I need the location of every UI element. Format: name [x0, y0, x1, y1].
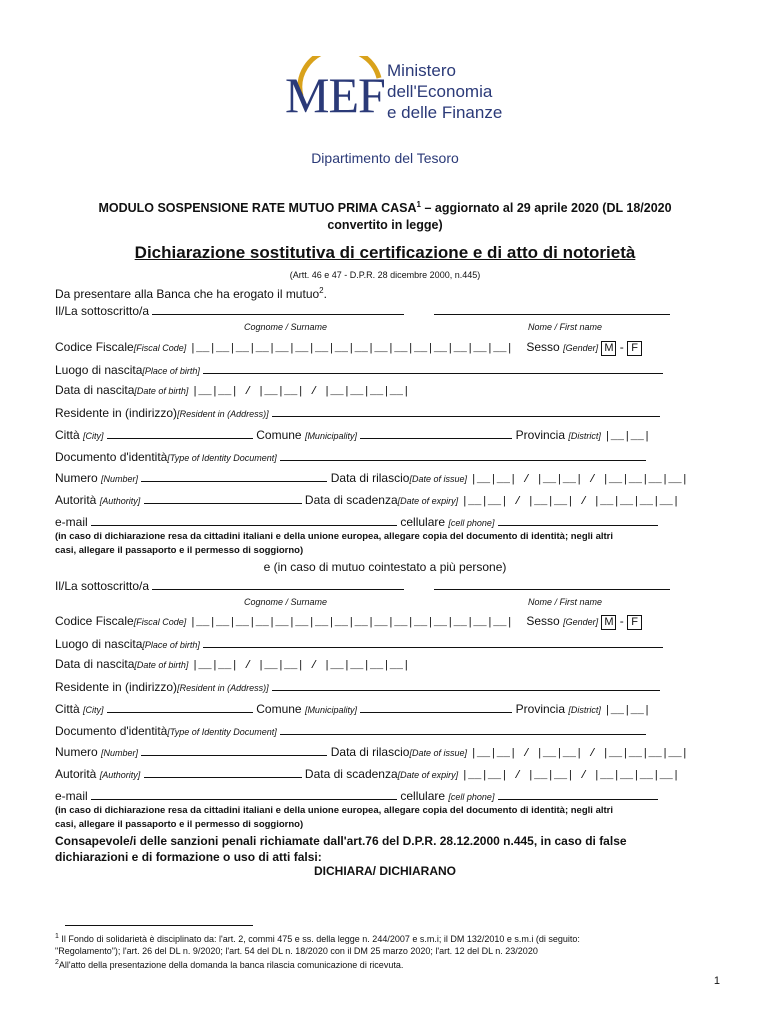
- note-line-2: casi, allegare il passaporto e il permesso di soggiorno): [55, 545, 304, 556]
- citta-label: Città: [55, 428, 80, 442]
- mef-logo: [285, 58, 525, 138]
- comune-label: Comune: [256, 702, 302, 716]
- firstname-field[interactable]: [434, 303, 670, 315]
- present-to-bank: Da presentare alla Banca che ha erogato il mutuo$^2$.: [55, 286, 327, 301]
- rilascio-en: [Date of issue]: [409, 474, 467, 484]
- luogo-en: [Place of birth]: [142, 640, 200, 650]
- email-row-2: [55, 788, 658, 803]
- rilascio-label: Data di rilascio: [330, 471, 410, 485]
- document-note-1: [55, 530, 675, 558]
- provincia-en: [District]: [568, 431, 601, 441]
- documento-en: [Type of Identity Document]: [167, 727, 277, 737]
- residente-label: Residente in (indirizzo): [55, 406, 178, 420]
- email-label: e-mail: [55, 515, 88, 529]
- firstname-field[interactable]: [434, 578, 670, 590]
- documento-field[interactable]: [280, 449, 646, 461]
- dichiara-heading: DICHIARA/ DICHIARANO: [314, 864, 456, 878]
- codice-fiscale-boxes[interactable]: |__|__|__|__|__|__|__|__|__|__|__|__|__|__|__|__|: [189, 343, 514, 355]
- citta-field[interactable]: [107, 701, 253, 713]
- surname-field[interactable]: [152, 578, 404, 590]
- present-text: Da presentare alla Banca che ha erogato il mutuo: [55, 287, 320, 301]
- title-footnote-mark: 1: [416, 200, 421, 209]
- comune-en: [Municipality]: [304, 705, 357, 715]
- title-part-1: MODULO SOSPENSIONE RATE MUTUO PRIMA CASA: [98, 201, 417, 216]
- footnote-2-text: All'atto della presentazione della domanda la banca rilascia comunicazione di ricevuta.: [58, 960, 404, 970]
- provincia-label: Provincia: [515, 428, 566, 442]
- scadenza-boxes[interactable]: |__|__| / |__|__| / |__|__|__|__|: [461, 770, 680, 782]
- cellulare-field[interactable]: [498, 788, 658, 800]
- note-line-2: casi, allegare il passaporto e il permesso di soggiorno): [55, 819, 304, 830]
- rilascio-boxes[interactable]: |__|__| / |__|__| / |__|__|__|__|: [470, 748, 689, 760]
- email-label: e-mail: [55, 789, 88, 803]
- autorita-field[interactable]: [144, 766, 302, 778]
- sesso-label: Sesso: [526, 614, 560, 628]
- citta-row-2: [55, 701, 650, 717]
- surname-caption: Cognome / Surname: [244, 597, 328, 607]
- title-line-2: convertito in legge): [327, 218, 443, 233]
- codice-fiscale-row-1: Codice Fiscale[Fiscal Code] |__|__|__|__|__|__|__|__|__|__|__|__|__|__|__|__| Sesso [Gender] M - F: [55, 340, 642, 356]
- sottoscritto-label: Il/La sottoscritto/a: [55, 304, 150, 318]
- residente-en: [Resident in (Address)]: [177, 683, 269, 693]
- rilascio-boxes[interactable]: |__|__| / |__|__| / |__|__|__|__|: [470, 474, 689, 486]
- gender-m-checkbox[interactable]: M: [601, 615, 616, 630]
- documento-label: Documento d'identità: [55, 724, 168, 738]
- consapevole-paragraph: [55, 833, 715, 865]
- luogo-field[interactable]: [203, 636, 663, 648]
- cellulare-label: cellulare: [400, 515, 446, 529]
- numero-label: Numero: [55, 745, 98, 759]
- footnote-1-line-2: "Regolamento"); l'art. 26 del DL n. 9/2020; l'art. 54 del DL n. 18/2020 con il DM 25 marzo 2020; l'art. 12 del DL n. 23/2020: [55, 946, 538, 956]
- provincia-boxes[interactable]: |__|__|: [604, 431, 651, 443]
- comune-label: Comune: [256, 428, 302, 442]
- footnote-separator: [65, 925, 253, 926]
- citta-label: Città: [55, 702, 80, 716]
- autorita-row-2: [55, 766, 679, 782]
- luogo-row-2: [55, 636, 663, 651]
- residente-row-1: [55, 405, 660, 420]
- data-nascita-label: Data di nascita: [55, 383, 135, 397]
- consapevole-line-1: Consapevole/i delle sanzioni penali richiamate dall'art.76 del D.P.R. 28.12.2000 n.445, in caso di false: [55, 834, 627, 848]
- cellulare-en: [cell phone]: [448, 518, 495, 528]
- luogo-field[interactable]: [203, 362, 663, 374]
- codice-fiscale-boxes[interactable]: |__|__|__|__|__|__|__|__|__|__|__|__|__|__|__|__|: [189, 617, 514, 629]
- email-field[interactable]: [91, 514, 397, 526]
- footnotes: [55, 931, 715, 971]
- cellulare-label: cellulare: [400, 789, 446, 803]
- data-nascita-row-1: [55, 383, 410, 398]
- luogo-label: Luogo di nascita: [55, 637, 143, 651]
- documento-field[interactable]: [280, 723, 646, 735]
- autorita-row-1: [55, 492, 679, 508]
- data-nascita-label: Data di nascita: [55, 657, 135, 671]
- comune-en: [Municipality]: [304, 431, 357, 441]
- title-part-2: – aggiornato al 29 aprile 2020 (DL 18/2020: [420, 201, 672, 216]
- numero-field[interactable]: [141, 744, 327, 756]
- cellulare-field[interactable]: [498, 514, 658, 526]
- sesso-label: Sesso: [526, 340, 560, 354]
- autorita-label: Autorità: [55, 493, 97, 507]
- autorita-label: Autorità: [55, 767, 97, 781]
- documento-label: Documento d'identità: [55, 450, 168, 464]
- sottoscritto-row-2: [55, 578, 670, 593]
- residente-field[interactable]: [272, 405, 660, 417]
- rilascio-label: Data di rilascio: [330, 745, 410, 759]
- document-title: [40, 196, 730, 234]
- surname-field[interactable]: [152, 303, 404, 315]
- footnote-1-mark: 1: [55, 933, 59, 940]
- residente-en: [Resident in (Address)]: [177, 409, 269, 419]
- scadenza-en: [Date of expiry]: [397, 496, 459, 506]
- residente-row-2: [55, 679, 660, 694]
- autorita-en: [Authority]: [99, 496, 141, 506]
- data-nascita-en: [Date of birth]: [134, 386, 189, 396]
- firstname-caption: Nome / First name: [528, 322, 603, 332]
- luogo-label: Luogo di nascita: [55, 363, 143, 377]
- provincia-label: Provincia: [515, 702, 566, 716]
- data-nascita-en: [Date of birth]: [134, 660, 189, 670]
- note-line-1: (in caso di dichiarazione resa da cittadini italiani e della unione europea, allegare copia del documento di identità; negli altri: [55, 531, 613, 542]
- comune-field[interactable]: [360, 427, 512, 439]
- consapevole-line-2: dichiarazioni e di formazione o uso di atti falsi:: [55, 850, 322, 864]
- numero-en: [Number]: [101, 474, 139, 484]
- ministry-name: [387, 60, 502, 123]
- autorita-field[interactable]: [144, 492, 302, 504]
- documento-en: [Type of Identity Document]: [167, 453, 277, 463]
- gender-f-checkbox[interactable]: F: [627, 615, 642, 630]
- footnote-1-line-1: Il Fondo di solidarietà è disciplinato da: l'art. 2, commi 475 e ss. della legge n. 244/2007 e s.m.i; il DM 132/2010 e s.m.i (di seguito:: [61, 934, 580, 944]
- footnote-2-mark: 2: [55, 959, 59, 966]
- gender-f-checkbox[interactable]: F: [627, 341, 642, 356]
- data-nascita-row-2: [55, 657, 410, 672]
- scadenza-label: Data di scadenza: [304, 767, 398, 781]
- cointestato-text: e (in caso di mutuo cointestato a più persone): [263, 560, 507, 574]
- numero-field[interactable]: [141, 470, 327, 482]
- autorita-en: [Authority]: [99, 770, 141, 780]
- luogo-en: [Place of birth]: [142, 366, 200, 376]
- ministry-line-3: e delle Finanze: [387, 103, 503, 122]
- documento-row-1: [55, 449, 646, 464]
- citta-en: [City]: [83, 705, 104, 715]
- ministry-line-1: Ministero: [387, 61, 456, 80]
- department: Dipartimento del Tesoro: [311, 150, 459, 166]
- numero-row-2: [55, 744, 688, 760]
- citta-field[interactable]: [107, 427, 253, 439]
- ministry-line-2: dell'Economia: [387, 82, 493, 101]
- document-note-2: [55, 804, 675, 832]
- scadenza-label: Data di scadenza: [304, 493, 398, 507]
- scadenza-boxes[interactable]: |__|__| / |__|__| / |__|__|__|__|: [461, 496, 680, 508]
- page-number: 1: [713, 975, 720, 987]
- numero-label: Numero: [55, 471, 98, 485]
- numero-en: [Number]: [101, 748, 139, 758]
- data-nascita-boxes[interactable]: |__|__| / |__|__| / |__|__|__|__|: [191, 660, 410, 672]
- present-footnote-mark: 2: [319, 286, 324, 295]
- email-field[interactable]: [91, 788, 397, 800]
- provincia-en: [District]: [568, 705, 601, 715]
- codice-fiscale-en: [Fiscal Code]: [133, 343, 187, 353]
- gender-m-checkbox[interactable]: M: [601, 341, 616, 356]
- codice-fiscale-label: Codice Fiscale: [55, 614, 134, 628]
- provincia-boxes[interactable]: |__|__|: [604, 705, 651, 717]
- comune-field[interactable]: [360, 701, 512, 713]
- codice-fiscale-row-2: Codice Fiscale[Fiscal Code] |__|__|__|__|__|__|__|__|__|__|__|__|__|__|__|__| Sesso [Gender] M - F: [55, 614, 642, 630]
- legal-reference: (Artt. 46 e 47 - D.P.R. 28 dicembre 2000, n.445): [289, 270, 481, 280]
- luogo-row-1: [55, 362, 663, 377]
- documento-row-2: [55, 723, 646, 738]
- residente-field[interactable]: [272, 679, 660, 691]
- firstname-caption: Nome / First name: [528, 597, 603, 607]
- residente-label: Residente in (indirizzo): [55, 680, 178, 694]
- data-nascita-boxes[interactable]: |__|__| / |__|__| / |__|__|__|__|: [191, 386, 410, 398]
- citta-row-1: [55, 427, 650, 443]
- surname-caption: Cognome / Surname: [244, 322, 328, 332]
- cellulare-en: [cell phone]: [448, 792, 495, 802]
- email-row-1: [55, 514, 658, 529]
- note-line-1: (in caso di dichiarazione resa da cittadini italiani e della unione europea, allegare copia del documento di identità; negli altri: [55, 805, 613, 816]
- sottoscritto-row-1: [55, 303, 670, 318]
- codice-fiscale-en: [Fiscal Code]: [133, 617, 187, 627]
- numero-row-1: [55, 470, 688, 486]
- rilascio-en: [Date of issue]: [409, 748, 467, 758]
- sottoscritto-label: Il/La sottoscritto/a: [55, 579, 150, 593]
- citta-en: [City]: [83, 431, 104, 441]
- codice-fiscale-label: Codice Fiscale: [55, 340, 134, 354]
- scadenza-en: [Date of expiry]: [397, 770, 459, 780]
- document-subtitle: Dichiarazione sostitutiva di certificazione e di atto di notorietà: [134, 243, 636, 262]
- sesso-en: [Gender]: [563, 343, 599, 353]
- sesso-en: [Gender]: [563, 617, 599, 627]
- logo-mark: MEF: [285, 67, 385, 123]
